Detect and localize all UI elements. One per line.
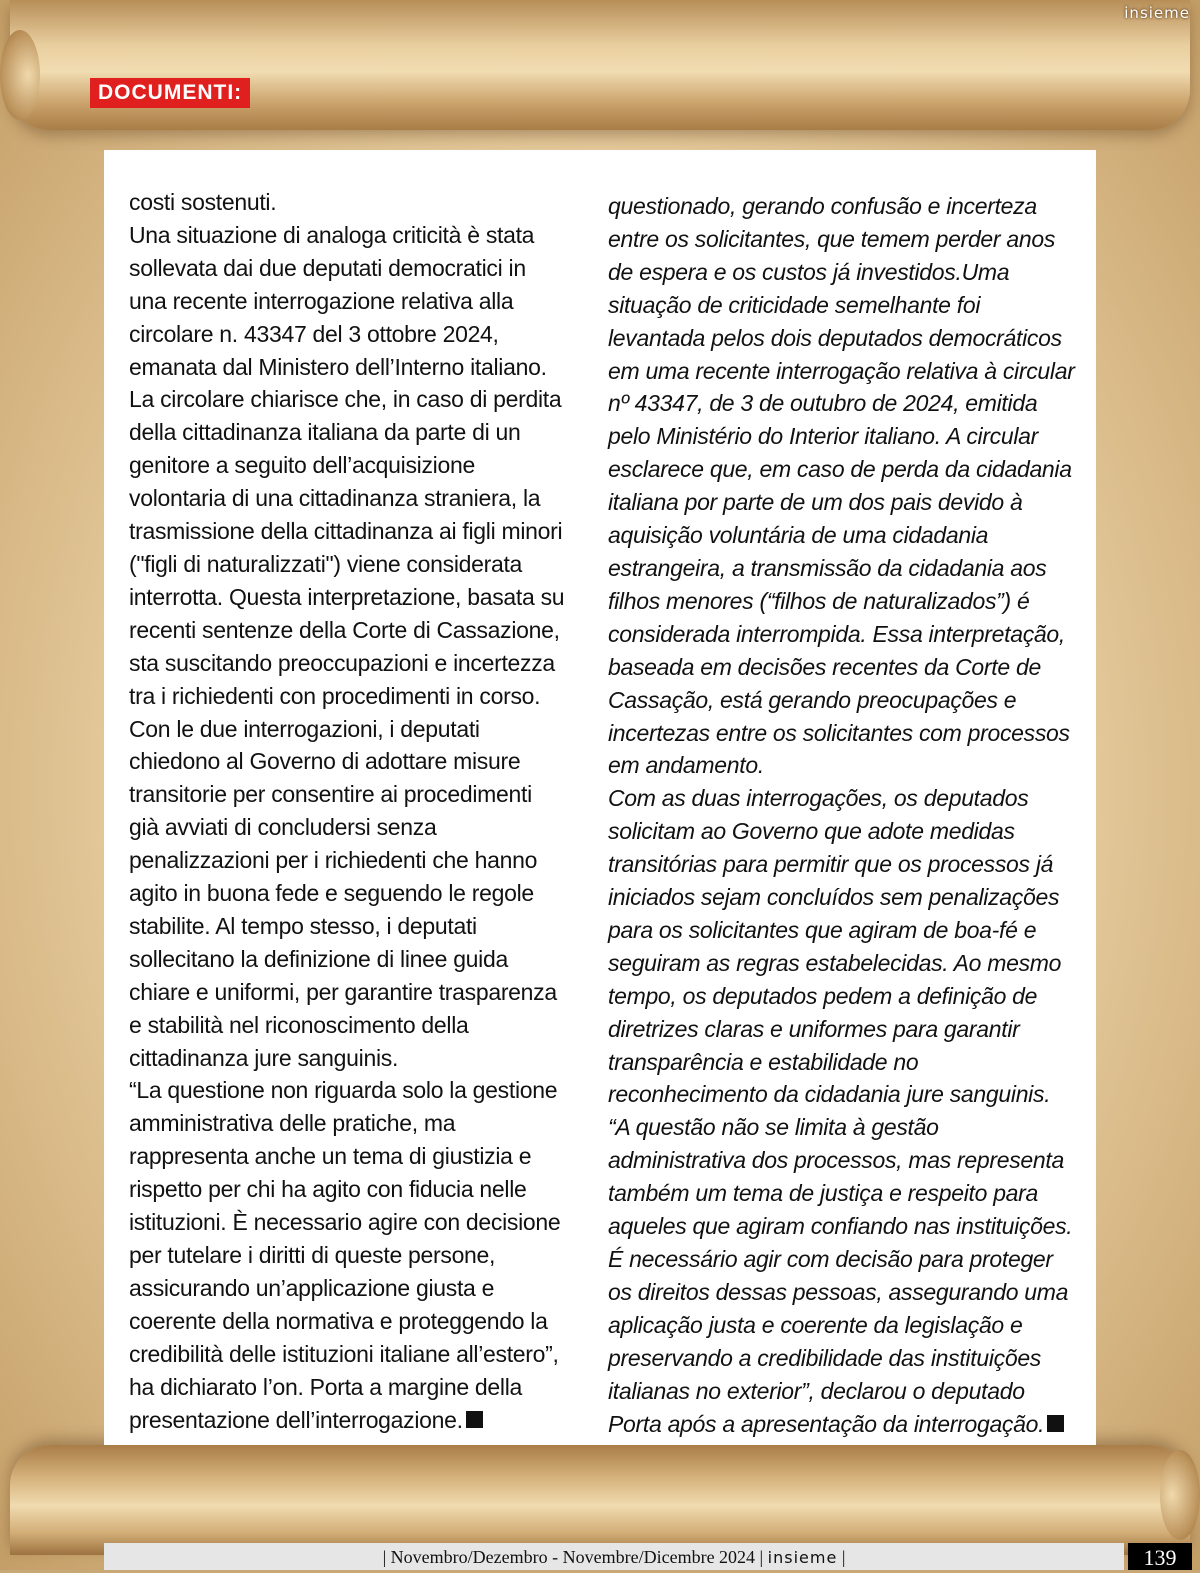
scroll-curl-left — [0, 30, 40, 120]
paragraph: costi sostenuti. — [129, 189, 277, 215]
article-column-portuguese — [608, 190, 1078, 1440]
footer-brand: insieme — [767, 1548, 838, 1567]
paragraph: Con le due interrogazioni, i deputati chiedono al Governo di adottare misure transitorie per consentire ai procedimenti già avviati di concludersi senza penalizzazioni per i richiedenti che hanno agito in buona fede e seguendo le regole stabilite. Al tempo stesso, i deputati sollecitano la definizione di linee guida chiare e uniformi, per garantire trasparenza e stabilità nel riconoscimento della cittadinanza jure sanguinis. — [129, 715, 557, 1071]
footer-issue-text: | Novembro/Dezembro - Novembre/Dicembre 2024 | — [382, 1547, 764, 1567]
paragraph-text: “A questão não se limita à gestão administrativa dos processos, mas representa também um tema de justiça e respeito para aqueles que agiram confiando nas instituições. É necessário agir com decisão para proteger os direitos dessas pessoas, assegurando uma aplicação justa e coerente da legislação e preservando a credibilidade das instituições italianas no exterior”, declarou o deputado Porta após a apresentação da interrogação. — [608, 1114, 1073, 1437]
end-mark-icon — [466, 1411, 483, 1428]
scroll-roll-bottom — [10, 1445, 1190, 1555]
scroll-roll-top — [10, 0, 1190, 130]
footer-issue-line — [104, 1547, 1124, 1568]
paragraph: Una situazione di analoga criticità è stata sollevata dai due deputati democratici in una recente interrogazione relativa alla circolare n. 43347 del 3 ottobre 2024, emanata dal Ministero dell’Interno italiano. La circolare chiarisce che, in caso di perdita della cittadinanza italiana da parte di un genitore a seguito dell’acquisizione volontaria di una cittadinanza straniera, la trasmissione della cittadinanza ai figli minori ("figli di naturalizzati") viene considerata interrotta. Questa interpretazione, basata su recenti sentenze della Corte di Cassazione, sta suscitando preoccupazioni e incertezza tra i richiedenti con procedimenti in corso. — [129, 221, 565, 709]
paragraph-final — [129, 1074, 567, 1436]
paragraph-text: “La questione non riguarda solo la gestione amministrativa delle pratiche, ma rappresenta anche un tema di giustizia e rispetto per chi ha agito con fiducia nelle istituzioni. È necessario agire con decisione per tutelare i diritti di queste persone, assicurando un’applicazione giusta e coerente della normativa e proteggendo la credibilità delle istituzioni italiane all’estero”, ha dichiarato l’on. Porta a margine della presentazione dell’interrogazione. — [129, 1077, 561, 1433]
section-label: DOCUMENTI: — [90, 78, 250, 108]
paragraph: Com as duas interrogações, os deputados solicitam ao Governo que adote medidas transitórias para permitir que os processos já iniciados sejam concluídos sem penalizações para os solicitantes que agiram de boa-fé e seguiram as regras estabelecidas. Ao mesmo tempo, os deputados pedem a definição de diretrizes claras e uniformes para garantir transparência e estabilidade no reconhecimento da cidadania jure sanguinis. — [608, 785, 1062, 1108]
magazine-brand: insieme — [1124, 4, 1190, 22]
paragraph-final — [608, 1111, 1078, 1440]
article-column-italian — [129, 186, 567, 1436]
paragraph: questionado, gerando confusão e incerteza entre os solicitantes, que temem perder anos de espera e os custos já investidos.Uma situação de criticidade semelhante foi levantada pelos dois deputados democráticos em uma recente interrogação relativa à circular nº 43347, de 3 de outubro de 2024, emitida pelo Ministério do Interior italiano. A circular esclarece que, em caso de perda da cidadania italiana por parte de um dos pais devido à aquisição voluntária de uma cidadania estrangeira, a transmissão da cidadania aos filhos menores (“filhos de naturalizados”) é considerada interrompida. Essa interpretação, baseada em decisões recentes da Corte de Cassação, está gerando preocupações e incertezas entre os solicitantes com processos em andamento. — [608, 193, 1075, 779]
footer-separator: | — [841, 1547, 846, 1567]
end-mark-icon — [1047, 1415, 1064, 1432]
page-number: 139 — [1128, 1543, 1192, 1570]
scroll-curl-right — [1160, 1450, 1200, 1540]
